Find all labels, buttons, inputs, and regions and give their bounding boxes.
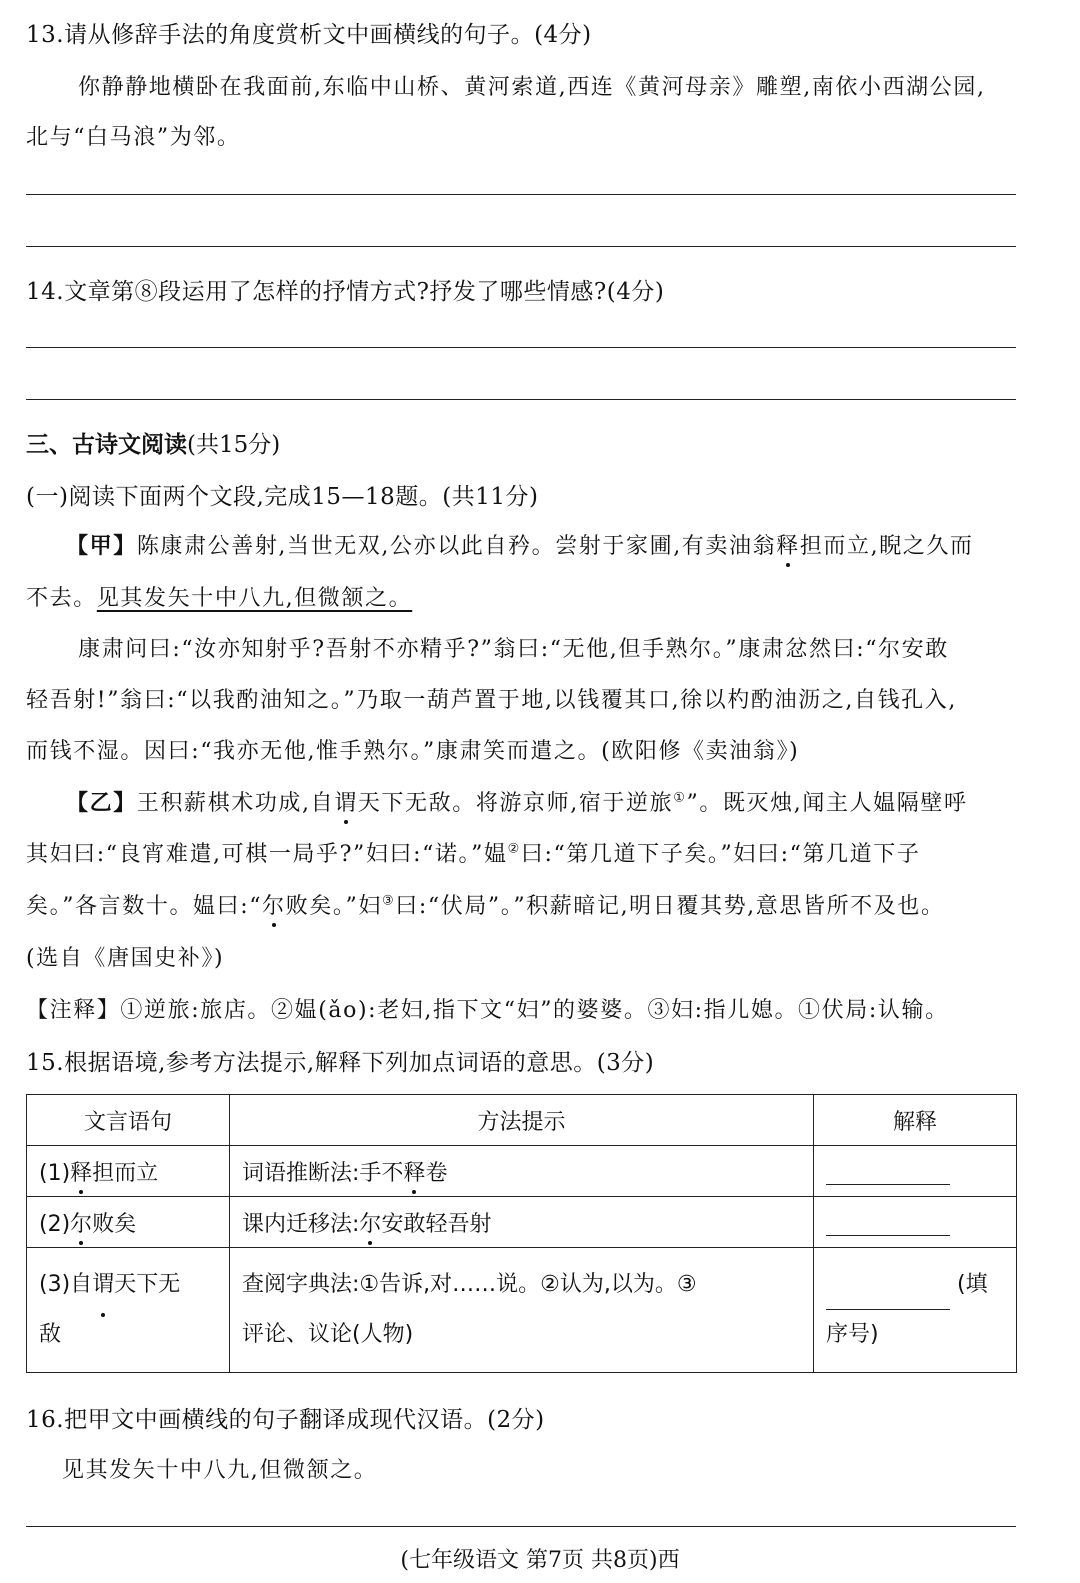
fill-hint: (填 — [957, 1272, 988, 1297]
cell-text: 担而立 — [92, 1160, 159, 1186]
dotted-word: 尔 — [70, 1207, 92, 1238]
cell-text: 课内迁移法: — [242, 1211, 360, 1237]
passage-yi-source: (选自《唐国史补》) — [26, 946, 225, 971]
cell-text: 评论、议论(人物) — [242, 1322, 414, 1347]
cell-text: 安敢轻吾射 — [381, 1211, 492, 1237]
answer-cell[interactable] — [814, 1197, 1017, 1248]
answer-line — [26, 1526, 1016, 1527]
table-header: 解释 — [814, 1095, 1017, 1146]
passage-jia-line-4: 轻吾射!”翁曰:“以我酌油知之。”乃取一葫芦置于地,以钱覆其口,徐以杓酌油沥之,自钱孔入, — [26, 688, 957, 713]
q13-quote-line-2: 北与“白马浪”为邻。 — [26, 125, 241, 150]
method-cell — [230, 1146, 814, 1197]
question-14: 14.文章第⑧段运用了怎样的抒情方式?抒发了哪些情感?(4分) — [26, 279, 665, 305]
dotted-word: 尔 — [262, 889, 286, 920]
passage-jia-line-2 — [26, 581, 412, 612]
passage-yi-text: 王积薪棋术功成,自 — [136, 791, 335, 816]
passage-yi-line-1 — [66, 786, 968, 817]
footnote-mark: ② — [507, 841, 521, 857]
passage-yi-text: 曰:“第几道下子矣。”妇曰:“第几道下子 — [520, 842, 921, 867]
method-cell — [230, 1248, 814, 1373]
q16-sentence: 见其发矢十中八九,但微颔之。 — [62, 1458, 378, 1483]
passage-yi-text: ”。既灭烛,闻主人媪隔壁呼 — [686, 791, 968, 816]
answer-blank[interactable] — [826, 1158, 950, 1185]
passage-jia-line-1 — [66, 529, 974, 560]
answer-line — [26, 347, 1016, 348]
answer-line — [26, 246, 1016, 247]
passage-yi-text: 曰:“伏局”。”积薪暗记,明日覆其势,意思皆所不及也。 — [395, 894, 945, 919]
passage-jia-text: 陈康肃公善射,当世无双,公亦以此自矜。尝射于家圃,有卖油翁 — [136, 534, 777, 559]
passage-yi-text: 其妇曰:“良宵难遣,可棋一局乎?”妇曰:“诺。”媪 — [26, 842, 508, 867]
cell-text: 败矣 — [92, 1211, 137, 1237]
footnote-mark: ① — [673, 790, 687, 806]
cell-text: 天下无 — [114, 1272, 181, 1297]
answer-blank[interactable] — [826, 1209, 950, 1236]
sentence-cell — [27, 1197, 230, 1248]
passage-jia-text: 担而立,睨之久而 — [799, 534, 974, 559]
dotted-word: 释 — [403, 1156, 425, 1187]
fill-hint: 序号) — [826, 1322, 879, 1347]
table-header-row — [27, 1095, 1017, 1146]
answer-cell[interactable] — [814, 1248, 1017, 1373]
answer-cell[interactable] — [814, 1146, 1017, 1197]
question-16: 16.把甲文中画横线的句子翻译成现代汉语。(2分) — [26, 1407, 545, 1433]
passage-yi-text: 矣。”各言数十。媪曰:“ — [26, 894, 263, 919]
table-header: 方法提示 — [230, 1095, 814, 1146]
underlined-sentence: 见其发矢十中八九,但微颔之。 — [96, 586, 413, 611]
dotted-word: 谓 — [92, 1260, 114, 1310]
cell-text: 敌 — [39, 1322, 62, 1347]
table-row — [27, 1248, 1017, 1373]
sentence-cell — [27, 1146, 230, 1197]
word-explanation-table — [26, 1094, 1017, 1373]
passage-yi-text: 败矣。”妇 — [285, 894, 382, 919]
method-cell — [230, 1197, 814, 1248]
cell-text: (2) — [39, 1211, 71, 1237]
q13-quote-line-1: 你静静地横卧在我面前,东临中山桥、黄河索道,西连《黄河母亲》雕塑,南依小西湖公园, — [78, 75, 986, 100]
cell-text: 卷 — [425, 1160, 448, 1186]
answer-blank[interactable] — [826, 1283, 950, 1310]
passage-yi-line-3 — [26, 889, 945, 920]
passage-yi-tag: 【乙】 — [66, 790, 137, 816]
section-3-subtitle: (一)阅读下面两个文段,完成15—18题。(共11分) — [26, 484, 539, 510]
dotted-word: 尔 — [359, 1207, 381, 1238]
table-header: 文言语句 — [27, 1095, 230, 1146]
dotted-word: 释 — [70, 1156, 92, 1187]
passage-jia-tag: 【甲】 — [66, 533, 137, 559]
dotted-word: 释 — [776, 529, 800, 560]
section-3-score: (共15分) — [187, 432, 281, 458]
cell-text: (1) — [39, 1160, 71, 1186]
footnote-mark: ③ — [381, 893, 396, 909]
annotation-notes: 【注释】①逆旅:旅店。②媪(ǎo):老妇,指下文“妇”的婆婆。③妇:指儿媳。①伏局:认输。 — [26, 998, 949, 1023]
question-15: 15.根据语境,参考方法提示,解释下列加点词语的意思。(3分) — [26, 1050, 655, 1076]
dotted-word: 谓 — [334, 786, 358, 817]
cell-text: 查阅字典法:①告诉,对……说。②认为,以为。③ — [242, 1272, 697, 1297]
section-3-title: 三、古诗文阅读 — [26, 431, 187, 458]
question-13: 13.请从修辞手法的角度赏析文中画横线的句子。(4分) — [26, 22, 592, 48]
passage-jia-line-5: 而钱不湿。因曰:“我亦无他,惟手熟尔。”康肃笑而遣之。(欧阳修《卖油翁》) — [26, 739, 800, 764]
answer-line — [26, 194, 1016, 195]
table-row — [27, 1197, 1017, 1248]
passage-yi-line-2 — [26, 837, 920, 868]
cell-text: 词语推断法:手不 — [242, 1160, 404, 1186]
table-row — [27, 1146, 1017, 1197]
passage-yi-text: 天下无敌。将游京师,宿于逆旅 — [357, 791, 674, 816]
passage-jia-line-3: 康肃问曰:“汝亦知射乎?吾射不亦精乎?”翁曰:“无他,但手熟尔。”康肃忿然曰:“尔安敢 — [78, 637, 949, 662]
answer-line — [26, 399, 1016, 400]
section-3-heading — [26, 426, 280, 459]
page-footer: (七年级语文 第7页 共8页)西 — [400, 1548, 680, 1573]
sentence-cell — [27, 1248, 230, 1373]
passage-jia-text: 不去。 — [26, 586, 97, 611]
cell-text: (3)自 — [39, 1272, 93, 1297]
